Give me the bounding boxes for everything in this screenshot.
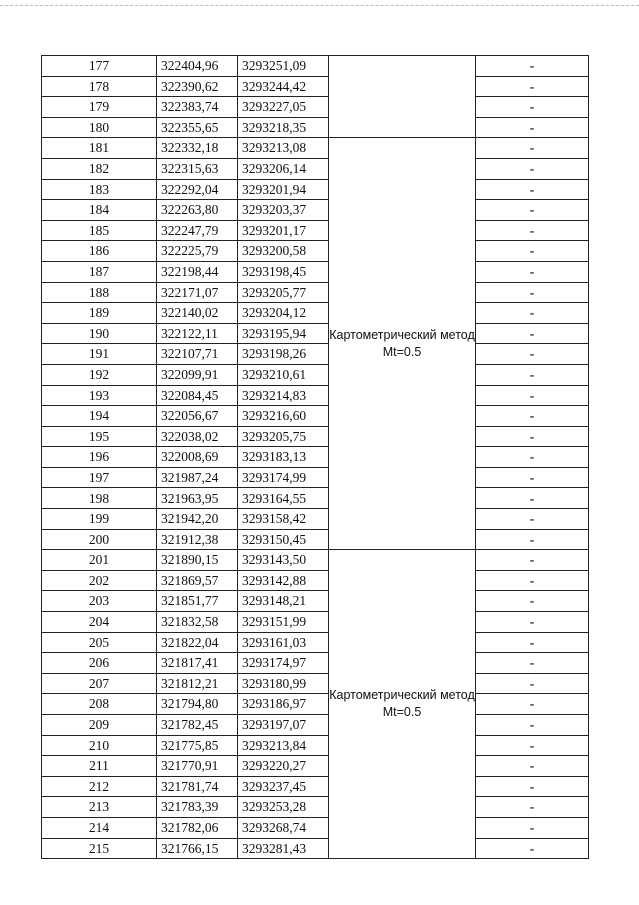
mark-cell: - (476, 550, 589, 571)
x-coordinate-cell: 321766,15 (157, 838, 238, 859)
x-coordinate-cell: 321869,57 (157, 570, 238, 591)
table-row (42, 797, 589, 818)
mark-cell: - (476, 323, 589, 344)
point-number-cell: 177 (42, 56, 157, 77)
y-coordinate-cell: 3293150,45 (238, 529, 329, 550)
point-number-cell: 197 (42, 467, 157, 488)
x-coordinate-cell: 321890,15 (157, 550, 238, 571)
x-coordinate-cell: 321794,80 (157, 694, 238, 715)
table-row (42, 158, 589, 179)
mark-cell: - (476, 694, 589, 715)
x-coordinate-cell: 322198,44 (157, 261, 238, 282)
y-coordinate-cell: 3293251,09 (238, 56, 329, 77)
table-row (42, 56, 589, 77)
y-coordinate-cell: 3293216,60 (238, 406, 329, 427)
point-number-cell: 211 (42, 756, 157, 777)
y-coordinate-cell: 3293186,97 (238, 694, 329, 715)
x-coordinate-cell: 321782,45 (157, 715, 238, 736)
x-coordinate-cell: 321782,06 (157, 817, 238, 838)
mark-cell: - (476, 653, 589, 674)
mark-cell: - (476, 303, 589, 324)
point-number-cell: 210 (42, 735, 157, 756)
mark-cell: - (476, 261, 589, 282)
x-coordinate-cell: 322292,04 (157, 179, 238, 200)
point-number-cell: 215 (42, 838, 157, 859)
y-coordinate-cell: 3293237,45 (238, 776, 329, 797)
mark-cell: - (476, 735, 589, 756)
coordinates-table-body (42, 56, 589, 859)
y-coordinate-cell: 3293158,42 (238, 509, 329, 530)
table-row (42, 467, 589, 488)
y-coordinate-cell: 3293180,99 (238, 673, 329, 694)
table-row (42, 632, 589, 653)
point-number-cell: 207 (42, 673, 157, 694)
table-row (42, 179, 589, 200)
table-row (42, 117, 589, 138)
x-coordinate-cell: 321781,74 (157, 776, 238, 797)
table-row (42, 406, 589, 427)
coordinates-table (41, 55, 589, 859)
point-number-cell: 184 (42, 200, 157, 221)
y-coordinate-cell: 3293197,07 (238, 715, 329, 736)
x-coordinate-cell: 322225,79 (157, 241, 238, 262)
point-number-cell: 186 (42, 241, 157, 262)
point-number-cell: 198 (42, 488, 157, 509)
table-row (42, 138, 589, 159)
x-coordinate-cell: 321822,04 (157, 632, 238, 653)
point-number-cell: 190 (42, 323, 157, 344)
y-coordinate-cell: 3293203,37 (238, 200, 329, 221)
y-coordinate-cell: 3293253,28 (238, 797, 329, 818)
table-row (42, 323, 589, 344)
mark-cell: - (476, 673, 589, 694)
x-coordinate-cell: 321851,77 (157, 591, 238, 612)
mark-cell: - (476, 385, 589, 406)
table-row (42, 220, 589, 241)
mark-cell: - (476, 117, 589, 138)
y-coordinate-cell: 3293143,50 (238, 550, 329, 571)
x-coordinate-cell: 321817,41 (157, 653, 238, 674)
x-coordinate-cell: 321912,38 (157, 529, 238, 550)
coordinates-table-wrap (41, 55, 589, 859)
x-coordinate-cell: 322038,02 (157, 426, 238, 447)
table-row (42, 76, 589, 97)
mark-cell: - (476, 797, 589, 818)
method-cell: Картометрический метод Mt=0.5 (329, 138, 476, 550)
x-coordinate-cell: 322390,62 (157, 76, 238, 97)
table-row (42, 447, 589, 468)
y-coordinate-cell: 3293198,45 (238, 261, 329, 282)
x-coordinate-cell: 322140,02 (157, 303, 238, 324)
point-number-cell: 178 (42, 76, 157, 97)
y-coordinate-cell: 3293281,43 (238, 838, 329, 859)
table-row (42, 509, 589, 530)
point-number-cell: 205 (42, 632, 157, 653)
y-coordinate-cell: 3293174,99 (238, 467, 329, 488)
point-number-cell: 214 (42, 817, 157, 838)
x-coordinate-cell: 322263,80 (157, 200, 238, 221)
x-coordinate-cell: 322056,67 (157, 406, 238, 427)
table-row (42, 488, 589, 509)
table-row (42, 570, 589, 591)
table-row (42, 838, 589, 859)
y-coordinate-cell: 3293148,21 (238, 591, 329, 612)
point-number-cell: 187 (42, 261, 157, 282)
x-coordinate-cell: 321775,85 (157, 735, 238, 756)
mark-cell: - (476, 488, 589, 509)
x-coordinate-cell: 322107,71 (157, 344, 238, 365)
y-coordinate-cell: 3293205,77 (238, 282, 329, 303)
mark-cell: - (476, 241, 589, 262)
y-coordinate-cell: 3293161,03 (238, 632, 329, 653)
table-row (42, 303, 589, 324)
y-coordinate-cell: 3293142,88 (238, 570, 329, 591)
mark-cell: - (476, 509, 589, 530)
y-coordinate-cell: 3293200,58 (238, 241, 329, 262)
table-row (42, 591, 589, 612)
y-coordinate-cell: 3293183,13 (238, 447, 329, 468)
point-number-cell: 194 (42, 406, 157, 427)
mark-cell: - (476, 200, 589, 221)
y-coordinate-cell: 3293214,83 (238, 385, 329, 406)
y-coordinate-cell: 3293164,55 (238, 488, 329, 509)
table-row (42, 673, 589, 694)
y-coordinate-cell: 3293227,05 (238, 97, 329, 118)
mark-cell: - (476, 612, 589, 633)
table-row (42, 282, 589, 303)
y-coordinate-cell: 3293206,14 (238, 158, 329, 179)
point-number-cell: 203 (42, 591, 157, 612)
y-coordinate-cell: 3293195,94 (238, 323, 329, 344)
point-number-cell: 188 (42, 282, 157, 303)
x-coordinate-cell: 321812,21 (157, 673, 238, 694)
y-coordinate-cell: 3293213,84 (238, 735, 329, 756)
mark-cell: - (476, 282, 589, 303)
mark-cell: - (476, 97, 589, 118)
mark-cell: - (476, 344, 589, 365)
y-coordinate-cell: 3293220,27 (238, 756, 329, 777)
point-number-cell: 199 (42, 509, 157, 530)
point-number-cell: 201 (42, 550, 157, 571)
y-coordinate-cell: 3293201,17 (238, 220, 329, 241)
mark-cell: - (476, 467, 589, 488)
point-number-cell: 204 (42, 612, 157, 633)
mark-cell: - (476, 756, 589, 777)
mark-cell: - (476, 632, 589, 653)
method-cell: Картометрический метод Mt=0.5 (329, 550, 476, 859)
y-coordinate-cell: 3293213,08 (238, 138, 329, 159)
x-coordinate-cell: 322084,45 (157, 385, 238, 406)
x-coordinate-cell: 321987,24 (157, 467, 238, 488)
table-row (42, 694, 589, 715)
point-number-cell: 181 (42, 138, 157, 159)
mark-cell: - (476, 570, 589, 591)
point-number-cell: 183 (42, 179, 157, 200)
x-coordinate-cell: 322171,07 (157, 282, 238, 303)
point-number-cell: 196 (42, 447, 157, 468)
point-number-cell: 179 (42, 97, 157, 118)
table-row (42, 715, 589, 736)
point-number-cell: 200 (42, 529, 157, 550)
y-coordinate-cell: 3293204,12 (238, 303, 329, 324)
point-number-cell: 206 (42, 653, 157, 674)
x-coordinate-cell: 322355,65 (157, 117, 238, 138)
x-coordinate-cell: 321963,95 (157, 488, 238, 509)
mark-cell: - (476, 179, 589, 200)
mark-cell: - (476, 529, 589, 550)
table-row (42, 735, 589, 756)
point-number-cell: 193 (42, 385, 157, 406)
mark-cell: - (476, 838, 589, 859)
mark-cell: - (476, 56, 589, 77)
table-row (42, 550, 589, 571)
table-row (42, 653, 589, 674)
table-row (42, 529, 589, 550)
point-number-cell: 202 (42, 570, 157, 591)
scan-top-rule (0, 5, 639, 7)
point-number-cell: 195 (42, 426, 157, 447)
y-coordinate-cell: 3293198,26 (238, 344, 329, 365)
x-coordinate-cell: 322315,63 (157, 158, 238, 179)
table-row (42, 776, 589, 797)
mark-cell: - (476, 426, 589, 447)
point-number-cell: 180 (42, 117, 157, 138)
y-coordinate-cell: 3293174,97 (238, 653, 329, 674)
mark-cell: - (476, 76, 589, 97)
y-coordinate-cell: 3293201,94 (238, 179, 329, 200)
x-coordinate-cell: 322383,74 (157, 97, 238, 118)
mark-cell: - (476, 817, 589, 838)
method-cell (329, 56, 476, 138)
table-row (42, 241, 589, 262)
y-coordinate-cell: 3293151,99 (238, 612, 329, 633)
x-coordinate-cell: 322122,11 (157, 323, 238, 344)
table-row (42, 817, 589, 838)
table-row (42, 385, 589, 406)
point-number-cell: 209 (42, 715, 157, 736)
point-number-cell: 185 (42, 220, 157, 241)
x-coordinate-cell: 321942,20 (157, 509, 238, 530)
point-number-cell: 212 (42, 776, 157, 797)
x-coordinate-cell: 322099,91 (157, 364, 238, 385)
mark-cell: - (476, 406, 589, 427)
table-row (42, 261, 589, 282)
point-number-cell: 191 (42, 344, 157, 365)
x-coordinate-cell: 322008,69 (157, 447, 238, 468)
x-coordinate-cell: 321832,58 (157, 612, 238, 633)
point-number-cell: 192 (42, 364, 157, 385)
mark-cell: - (476, 776, 589, 797)
table-row (42, 364, 589, 385)
y-coordinate-cell: 3293218,35 (238, 117, 329, 138)
mark-cell: - (476, 220, 589, 241)
point-number-cell: 189 (42, 303, 157, 324)
mark-cell: - (476, 364, 589, 385)
table-row (42, 344, 589, 365)
table-row (42, 97, 589, 118)
table-row (42, 612, 589, 633)
x-coordinate-cell: 322247,79 (157, 220, 238, 241)
x-coordinate-cell: 322404,96 (157, 56, 238, 77)
table-row (42, 200, 589, 221)
table-row (42, 756, 589, 777)
mark-cell: - (476, 138, 589, 159)
y-coordinate-cell: 3293268,74 (238, 817, 329, 838)
x-coordinate-cell: 321783,39 (157, 797, 238, 818)
mark-cell: - (476, 591, 589, 612)
y-coordinate-cell: 3293210,61 (238, 364, 329, 385)
mark-cell: - (476, 447, 589, 468)
mark-cell: - (476, 715, 589, 736)
y-coordinate-cell: 3293205,75 (238, 426, 329, 447)
point-number-cell: 213 (42, 797, 157, 818)
x-coordinate-cell: 322332,18 (157, 138, 238, 159)
point-number-cell: 182 (42, 158, 157, 179)
table-row (42, 426, 589, 447)
y-coordinate-cell: 3293244,42 (238, 76, 329, 97)
mark-cell: - (476, 158, 589, 179)
point-number-cell: 208 (42, 694, 157, 715)
x-coordinate-cell: 321770,91 (157, 756, 238, 777)
